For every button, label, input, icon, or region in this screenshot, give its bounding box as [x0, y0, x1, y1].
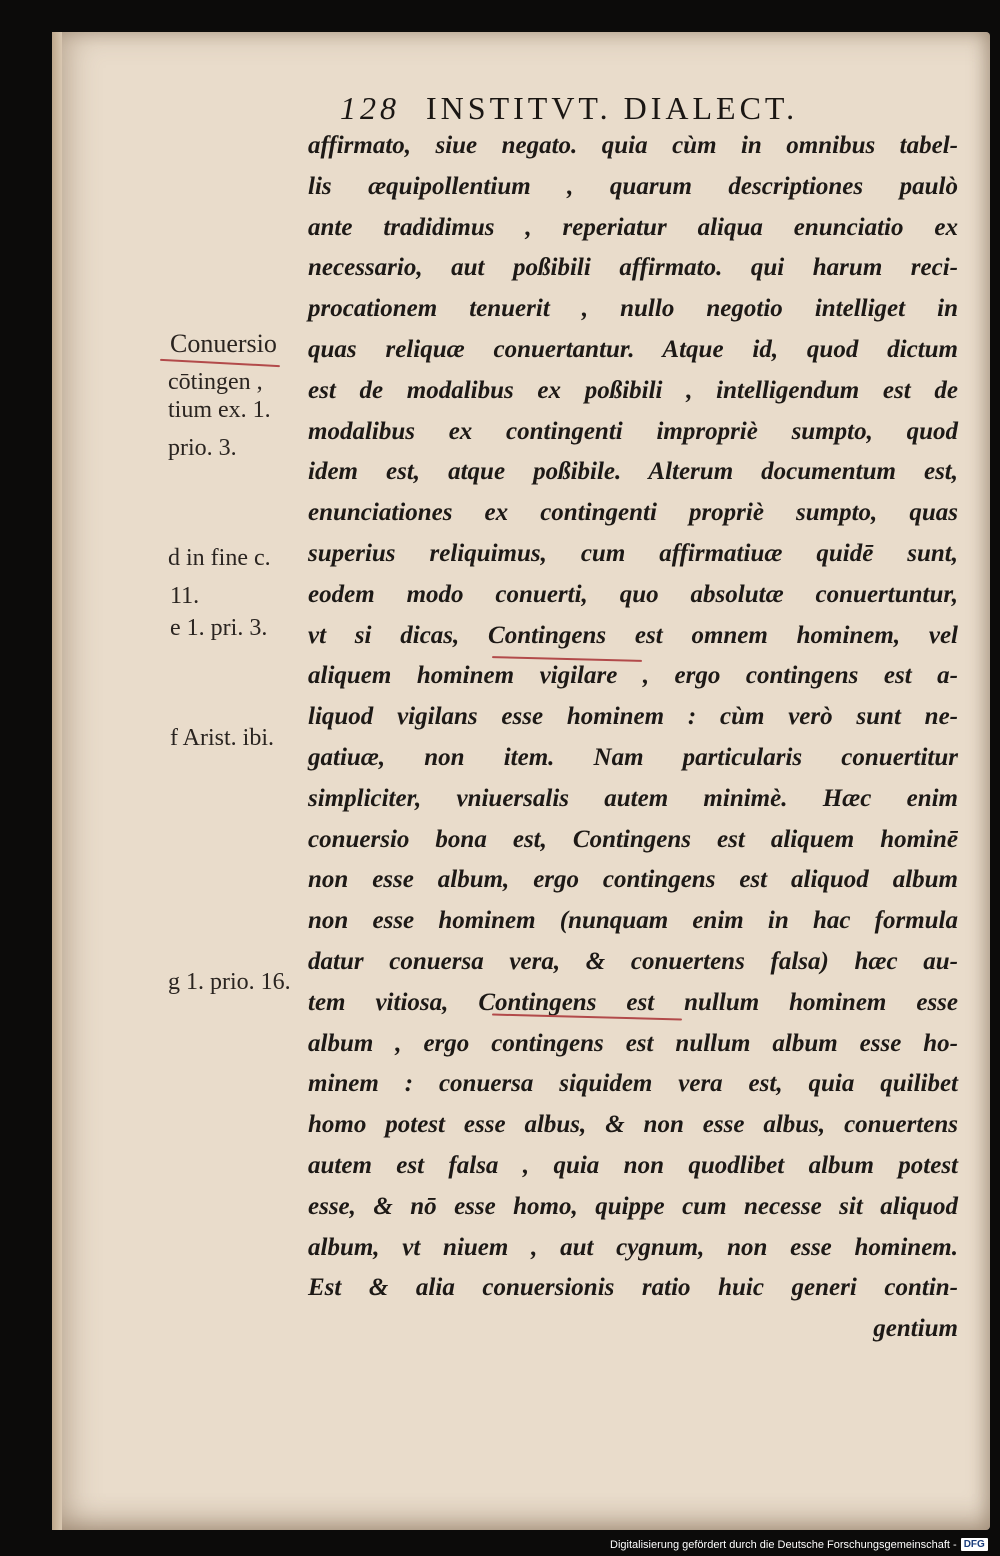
text-line: affirmato, siue negato. quia cùm in omnibus tabel-: [308, 132, 958, 159]
margin-note-tium: tium ex. 1.: [168, 397, 271, 423]
dfg-logo: DFG: [961, 1538, 988, 1551]
text-line: tem vitiosa, Contingens est nullum hominem esse: [308, 988, 958, 1016]
text-line: eodem modo conuerti, quo absolutæ conuertuntur,: [308, 580, 958, 608]
text-line: necessario, aut poßibili affirmato. qui harum reci-: [308, 254, 958, 282]
page-edge: [52, 32, 62, 1530]
text-line: gentium: [873, 1315, 958, 1343]
margin-note-f: f Arist. ibi.: [170, 725, 275, 751]
credit-text: Digitalisierung gefördert durch die Deutsche Forschungsgemeinschaft -: [610, 1538, 957, 1551]
text-line: conuersio bona est, Contingens est aliquem hominē: [308, 825, 958, 853]
text-line: album , ergo contingens est nullum album esse ho-: [308, 1029, 958, 1057]
margin-note-e: e 1. pri. 3.: [170, 615, 268, 641]
text-line: modalibus ex contingenti impropriè sumpto, quod: [308, 417, 958, 445]
page-number: 128: [340, 90, 400, 126]
text-line: aliquem hominem vigilare , ergo contingens est a-: [308, 662, 958, 690]
main-text-block: [308, 126, 958, 1350]
text-line: procationem tenuerit , nullo negotio intelliget in: [308, 295, 958, 323]
text-line: simpliciter, vniuersalis autem minimè. Hæc enim: [308, 784, 958, 812]
text-line: vt si dicas, Contingens est omnem hominem, vel: [308, 621, 958, 649]
digitization-credit: [610, 1538, 988, 1551]
text-line: minem : conuersa siquidem vera est, quia quilibet: [308, 1070, 958, 1098]
text-line: Est & alia conuersionis ratio huic generi contin-: [308, 1274, 958, 1302]
text-line: esse, & nō esse homo, quippe cum necesse sit aliquod: [308, 1192, 958, 1220]
margin-note-11: 11.: [170, 583, 200, 609]
text-line: lis æquipollentium , quarum descriptiones paulò: [308, 172, 958, 200]
text-line: datur conuersa vera, & conuertens falsa) hæc au-: [308, 947, 958, 975]
margin-note-contingen: cōtingen ,: [168, 369, 263, 395]
text-line: ante tradidimus , reperiatur aliqua enunciatio ex: [308, 213, 958, 241]
text-line: non esse hominem (nunquam enim in hac formula: [308, 907, 958, 935]
text-line: quas reliquæ conuertantur. Atque id, quod dictum: [308, 335, 958, 363]
text-line: homo potest esse albus, & non esse albus, conuertens: [308, 1111, 958, 1139]
margin-note-prio3: prio. 3.: [168, 435, 237, 461]
text-line: non esse album, ergo contingens est aliquod album: [308, 866, 958, 894]
margin-note-g: g 1. prio. 16.: [168, 969, 291, 995]
running-title: INSTITVT. DIALECT.: [426, 90, 799, 126]
text-line: est de modalibus ex poßibili , intelligendum est de: [308, 376, 958, 404]
text-line: idem est, atque poßibile. Alterum documentum est,: [308, 458, 958, 486]
text-line: superius reliquimus, cum affirmatiuæ quidē sunt,: [308, 539, 958, 567]
text-line: gatiuæ, non item. Nam particularis conuertitur: [308, 743, 958, 771]
running-header: [340, 90, 798, 127]
margin-note-d: d in fine c.: [168, 545, 271, 571]
text-line: album, vt niuem , aut cygnum, non esse hominem.: [308, 1233, 958, 1261]
text-line: liquod vigilans esse hominem : cùm verò sunt ne-: [308, 703, 958, 731]
text-line: autem est falsa , quia non quodlibet album potest: [308, 1151, 958, 1179]
text-line: enunciationes ex contingenti propriè sumpto, quas: [308, 499, 958, 527]
margin-note-conuersio: Conuersio: [170, 329, 277, 358]
